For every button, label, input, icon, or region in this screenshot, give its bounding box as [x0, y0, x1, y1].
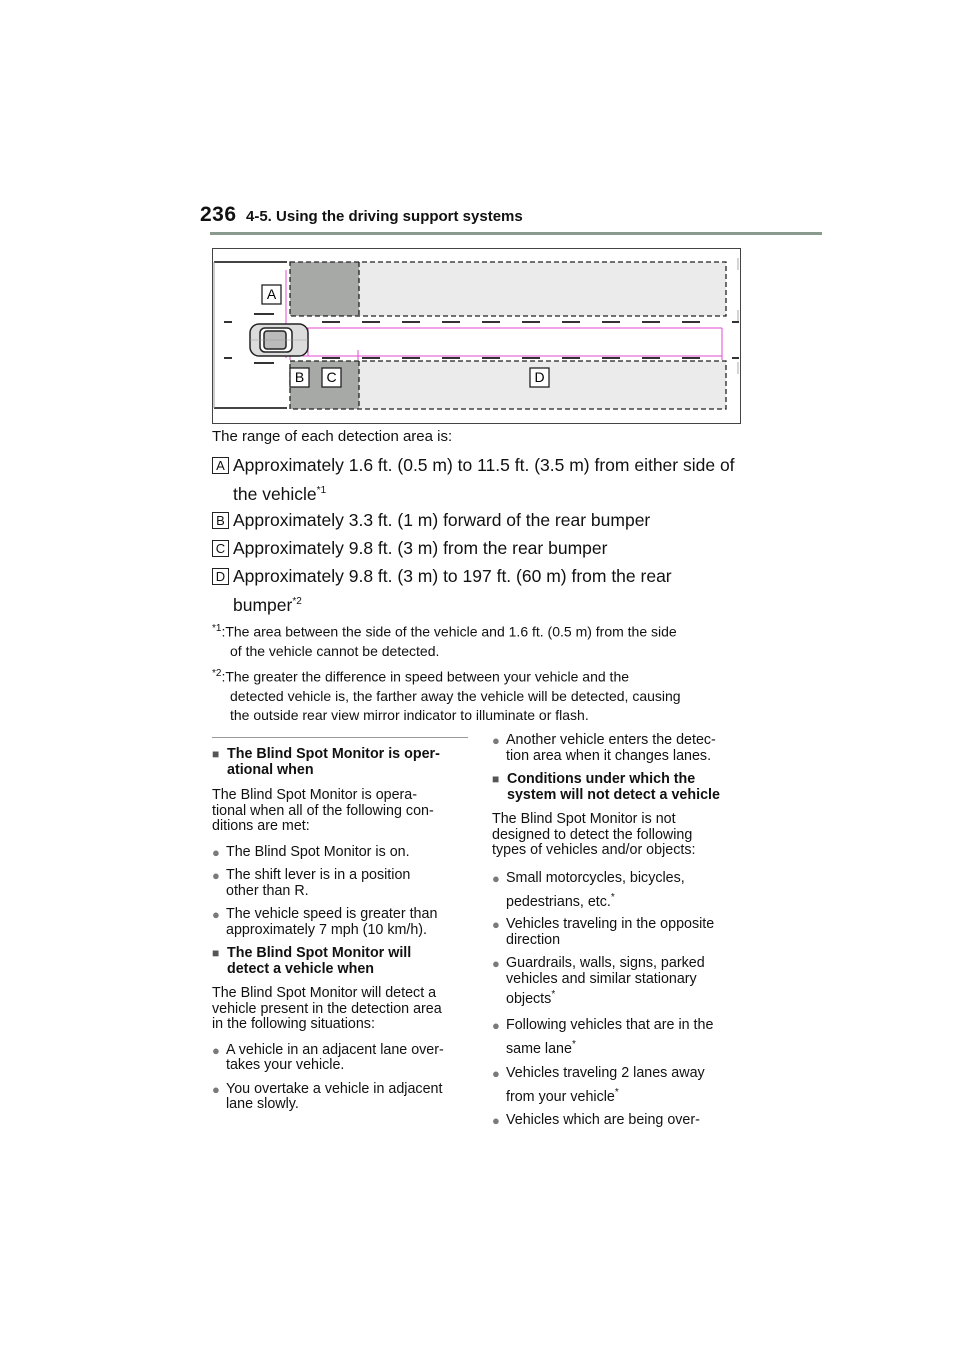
- footnote-2-mark: *2: [212, 668, 222, 679]
- footnote-ref-1: *1: [316, 485, 327, 496]
- header-rule: [210, 232, 822, 235]
- footnote-2-line3: the outside rear view mirror indicator to illuminate or flash.: [230, 706, 589, 723]
- range-item-c: [212, 535, 607, 561]
- diagram-label-b: [290, 368, 309, 387]
- right-column: [492, 733, 754, 1129]
- range-b-text: Approximately 3.3 ft. (1 m) forward of the rear bumper: [233, 510, 651, 530]
- bullet-being-overtaken: ● Vehicles which are being over-: [492, 1113, 754, 1129]
- label-a: A: [266, 286, 277, 302]
- range-c-text: Approximately 9.8 ft. (3 m) from the rear bumper: [233, 538, 608, 558]
- label-c: C: [326, 369, 337, 385]
- footnote-2-line1: :The greater the difference in speed between your vehicle and the: [221, 668, 630, 685]
- detection-area-diagram: [212, 248, 742, 424]
- bullet-you-overtake: ● You overtake a vehicle in adjacent lane slowly.: [212, 1082, 474, 1113]
- footnote-1-line2: of the vehicle cannot be detected.: [230, 642, 440, 659]
- badge-a: A: [212, 457, 229, 474]
- footnote-1-line1: :The area between the side of the vehicle and 1.6 ft. (0.5 m) from the side: [221, 623, 677, 640]
- section-title: 4-5. Using the driving support systems: [246, 208, 523, 225]
- bullet-same-lane: ● Following vehicles that are in the same lane*: [492, 1016, 754, 1059]
- para-not-detect: The Blind Spot Monitor is not designed to detect the following types of vehicles and/or objects:: [492, 811, 696, 858]
- page-number: 236: [200, 203, 237, 226]
- footnote-1-mark: *1: [212, 623, 222, 634]
- bullet-speed: ● The vehicle speed is greater than approximately 7 mph (10 km/h).: [212, 907, 474, 938]
- range-a-text2: the vehicle: [233, 483, 317, 504]
- para-detect-when: The Blind Spot Monitor will detect a vehicle present in the detection area in the following situations:: [212, 985, 442, 1032]
- footnote-2: [212, 664, 772, 725]
- diagram-label-a: [262, 285, 281, 304]
- range-item-d: [212, 563, 672, 618]
- range-d-text: Approximately 9.8 ft. (3 m) to 197 ft. (60 m) from the rear: [233, 566, 672, 586]
- column-divider: [212, 737, 468, 738]
- range-item-a: [212, 452, 735, 507]
- label-b: B: [294, 369, 305, 385]
- heading-detect-when: ■ The Blind Spot Monitor will detect a vehicle when: [212, 946, 474, 977]
- bullet-monitor-on: ● The Blind Spot Monitor is on.: [212, 845, 474, 861]
- heading-operational: ■ The Blind Spot Monitor is oper- ational when: [212, 747, 474, 778]
- range-d-text2: bumper: [233, 594, 293, 615]
- badge-d: D: [212, 568, 229, 585]
- badge-c: C: [212, 540, 229, 557]
- footnote-ref-2: *2: [292, 596, 302, 607]
- bullet-changes-lanes: ● Another vehicle enters the detec- tion area when it changes lanes.: [492, 733, 754, 764]
- zone-b-upper: [290, 262, 359, 316]
- left-column: [212, 747, 474, 1113]
- heading-not-detect: ■ Conditions under which the system will not detect a vehicle: [492, 772, 754, 803]
- zone-d-upper: [359, 262, 726, 316]
- range-a-text: Approximately 1.6 ft. (0.5 m) to 11.5 ft. (3.5 m) from either side of: [233, 455, 735, 475]
- para-operational: The Blind Spot Monitor is opera- tional when all of the following con- ditions are met:: [212, 787, 434, 834]
- diagram-label-c: [322, 368, 341, 387]
- car-icon: [250, 324, 308, 356]
- diagram-label-d: [530, 368, 549, 387]
- bullet-overtakes: ● A vehicle in an adjacent lane over- takes your vehicle.: [212, 1043, 474, 1074]
- bullet-two-lanes: ● Vehicles traveling 2 lanes away from your vehicle*: [492, 1064, 754, 1107]
- bullet-guardrails: ● Guardrails, walls, signs, parked vehicles and similar stationary objects*: [492, 956, 754, 1007]
- bullet-small-motorcycles: ● Small motorcycles, bicycles, pedestrians, etc.*: [492, 869, 754, 912]
- footnote-1: [212, 619, 772, 661]
- range-item-b: [212, 507, 650, 533]
- badge-b: B: [212, 512, 229, 529]
- bullet-opposite-direction: ● Vehicles traveling in the opposite direction: [492, 917, 754, 948]
- range-intro: The range of each detection area is:: [212, 428, 453, 445]
- label-d: D: [534, 369, 545, 385]
- footnote-2-line2: detected vehicle is, the farther away the vehicle will be detected, causing: [230, 687, 681, 704]
- bullet-shift-lever: ● The shift lever is in a position other than R.: [212, 868, 474, 899]
